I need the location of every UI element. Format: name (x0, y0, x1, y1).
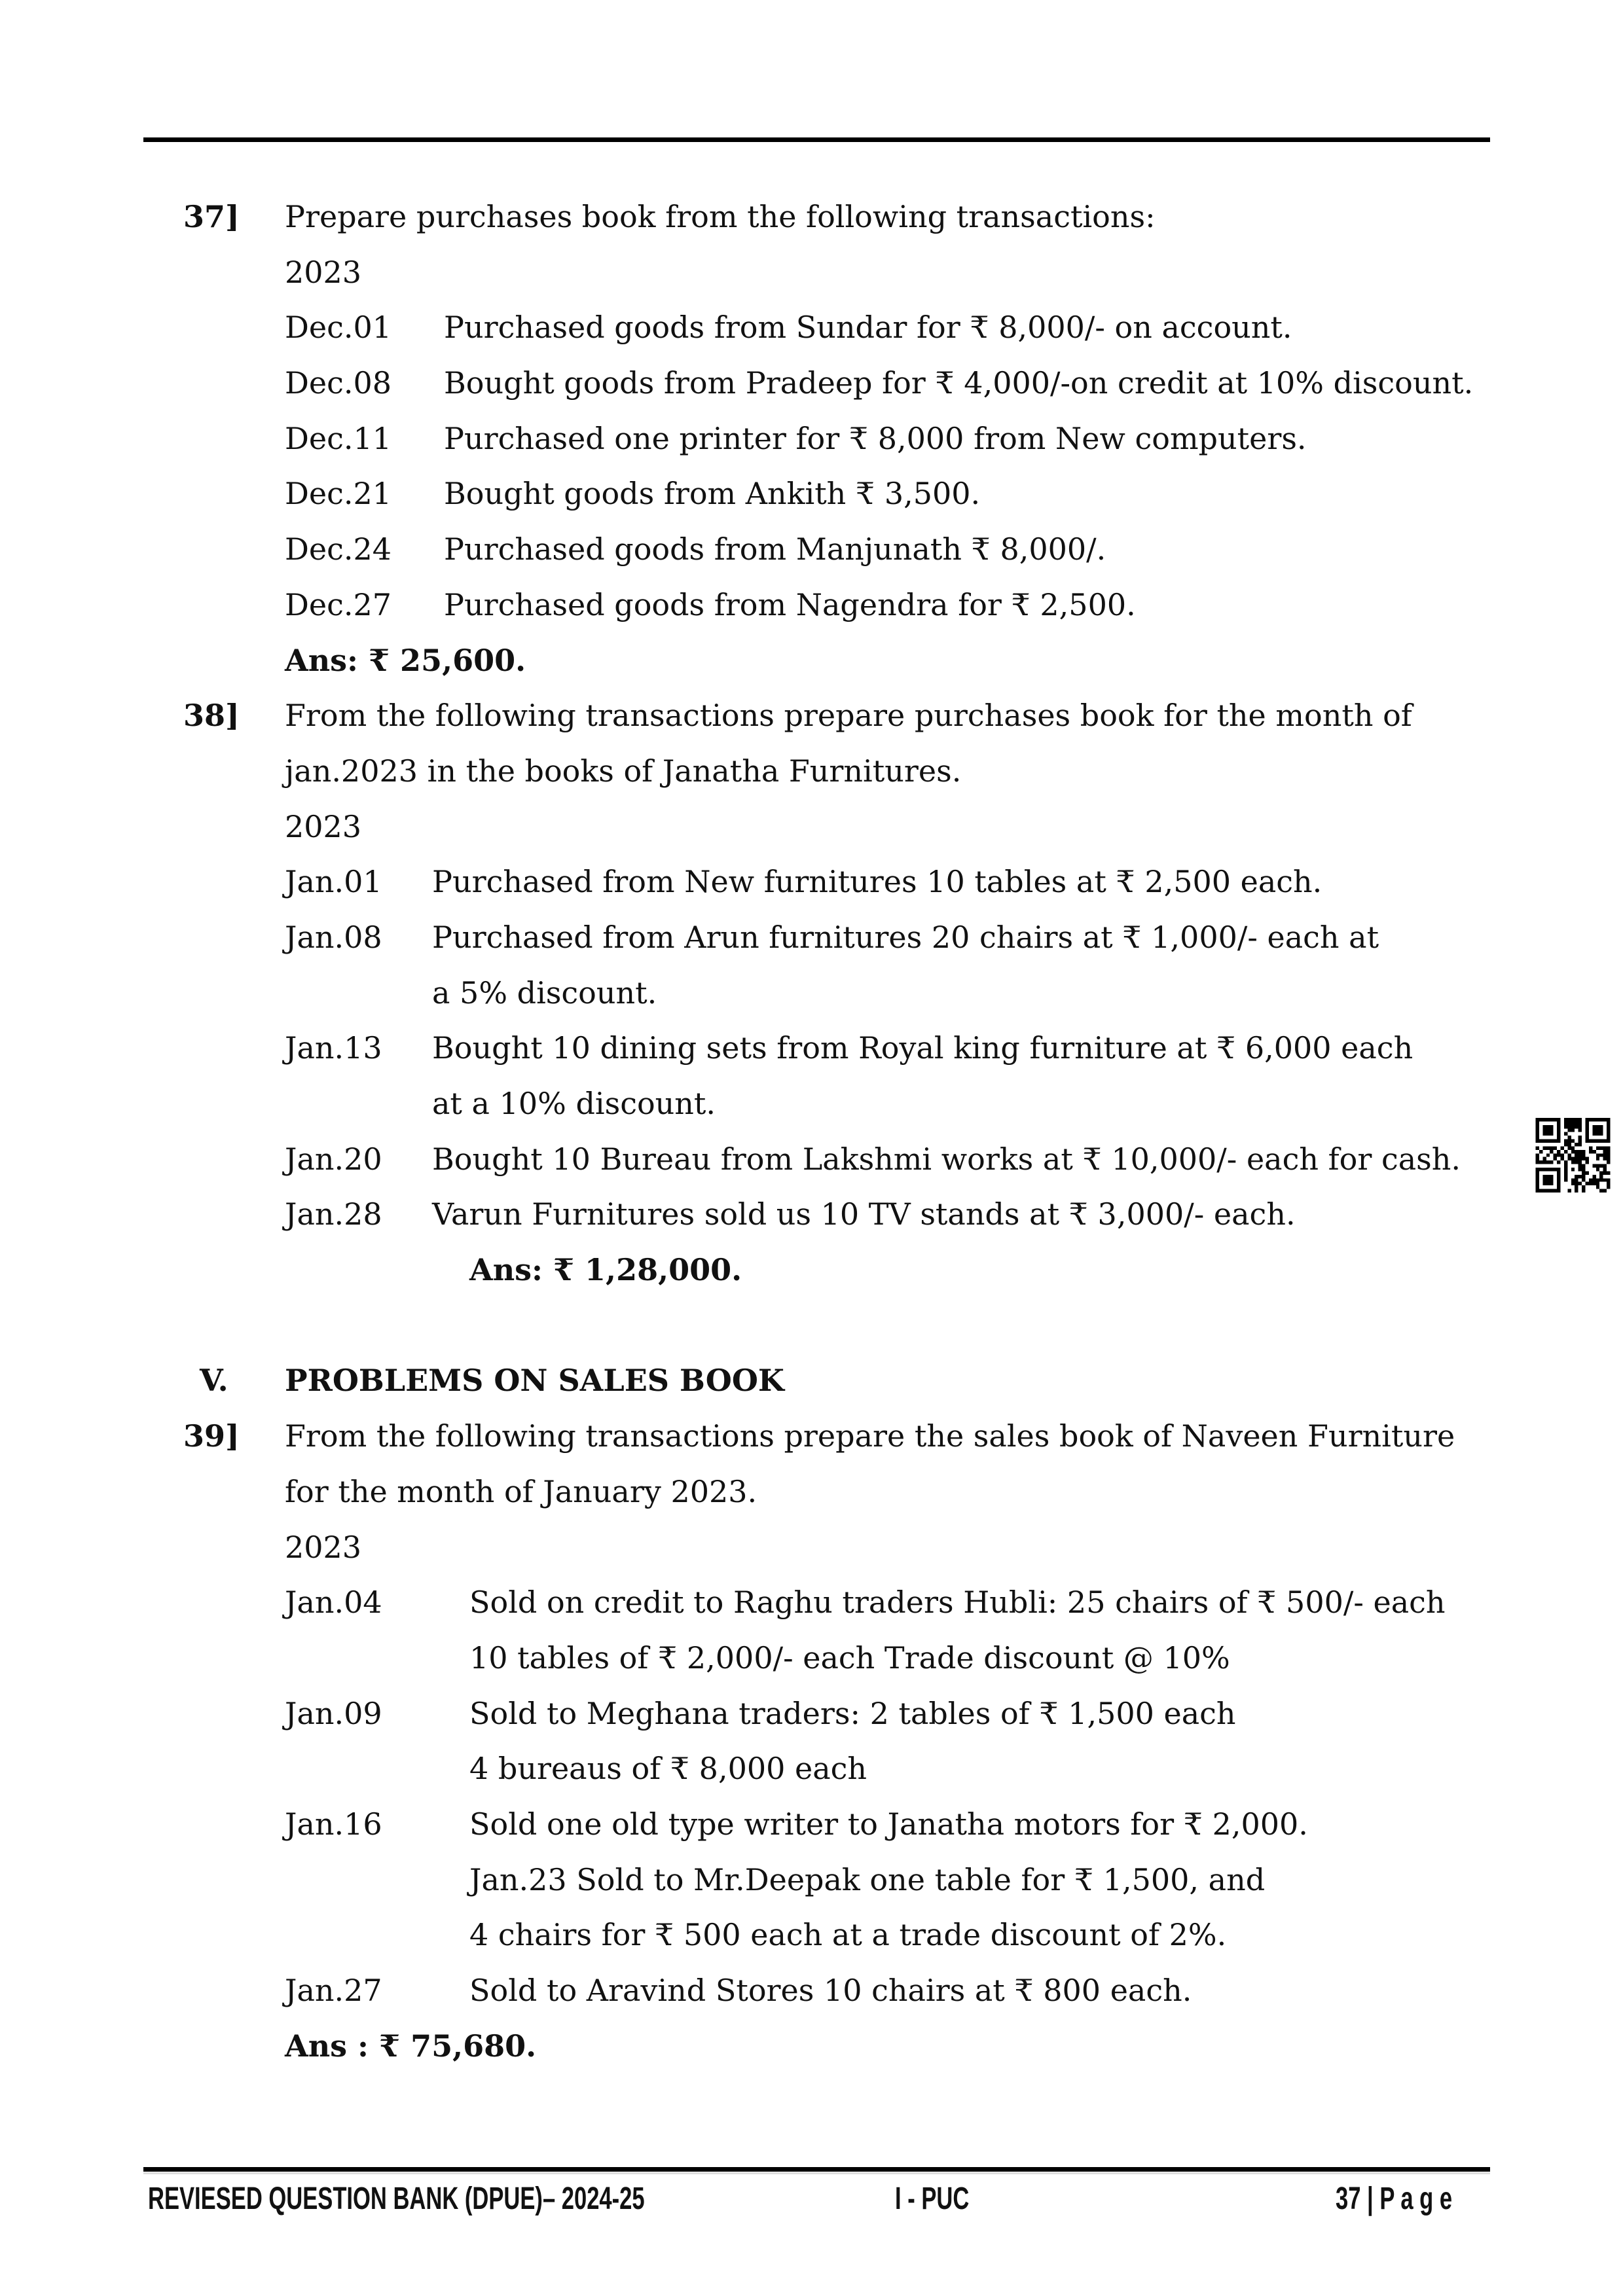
page-content (0, 189, 1623, 2073)
question-prompt: Prepare purchases book from the following transactions: (285, 199, 1156, 234)
footer-rule (143, 2167, 1490, 2172)
description: 4 chairs for ₹ 500 each at a trade discount of 2%. (469, 1917, 1227, 1953)
description: Sold to Aravind Stores 10 chairs at ₹ 800 each. (469, 1973, 1192, 2008)
transaction-row (0, 355, 1623, 411)
description: Purchased from New furnitures 10 tables at ₹ 2,500 each. (432, 864, 1322, 900)
transaction-row (0, 411, 1623, 467)
transaction-row (0, 910, 1623, 965)
question-prompt: From the following transactions prepare purchases book for the month of (285, 698, 1412, 734)
question-number: 38] (183, 698, 240, 734)
description: Purchased goods from Nagendra for ₹ 2,500. (444, 586, 1136, 622)
question-prompt-cont: jan.2023 in the books of Janatha Furnitures. (285, 753, 962, 789)
date: Dec.01 (285, 310, 392, 346)
section-title: PROBLEMS ON SALES BOOK (285, 1363, 784, 1399)
description: Purchased goods from Manjunath ₹ 8,000/. (444, 531, 1106, 567)
transaction-row (0, 1187, 1623, 1242)
transaction-row (0, 1797, 1623, 1852)
description: Sold one old type writer to Janatha motors for ₹ 2,000. (469, 1806, 1308, 1842)
date: Jan.01 (285, 864, 382, 900)
qr-code-icon (1535, 1118, 1611, 1193)
question-prompt: From the following transactions prepare the sales book of Naveen Furniture (285, 1418, 1455, 1454)
section-number: V. (200, 1363, 228, 1399)
transaction-row (0, 1132, 1623, 1187)
transaction-row (0, 1741, 1623, 1797)
description-cont: a 5% discount. (432, 975, 657, 1011)
transaction-row (0, 1852, 1623, 1908)
date: Dec.11 (285, 420, 392, 456)
description: Purchased goods from Sundar for ₹ 8,000/- on account. (444, 310, 1292, 346)
footer-class: I - PUC (895, 2181, 970, 2216)
date: Jan.28 (285, 1196, 382, 1232)
transaction-row (0, 466, 1623, 522)
description: Bought 10 Bureau from Lakshmi works at ₹ 10,000/- each for cash. (432, 1141, 1461, 1177)
q38-prompt-line (0, 688, 1623, 744)
transaction-row (0, 1575, 1623, 1630)
date: Jan.04 (285, 1585, 382, 1621)
date: Jan.20 (285, 1141, 382, 1177)
description: 4 bureaus of ₹ 8,000 each (469, 1751, 867, 1787)
date: Dec.21 (285, 476, 392, 512)
question-number: 39] (183, 1418, 240, 1454)
date: Jan.13 (285, 1030, 382, 1066)
transaction-row (0, 1020, 1623, 1076)
year: 2023 (285, 254, 362, 290)
section-heading (0, 1353, 1623, 1408)
answer: Ans: ₹ 25,600. (285, 642, 526, 678)
transaction-row (0, 854, 1623, 910)
answer: Ans : ₹ 75,680. (285, 2028, 537, 2064)
date: Jan.08 (285, 919, 382, 955)
transaction-row (0, 1963, 1623, 2018)
question-prompt-cont: for the month of January 2023. (285, 1473, 757, 1509)
date: Jan.27 (285, 1973, 382, 2008)
description: Purchased from Arun furnitures 20 chairs at ₹ 1,000/- each at (432, 919, 1379, 955)
transaction-row (0, 300, 1623, 355)
q37-prompt-line (0, 189, 1623, 245)
description: Bought 10 dining sets from Royal king furniture at ₹ 6,000 each (432, 1030, 1413, 1066)
footer-rule-shadow (143, 2172, 1490, 2174)
year: 2023 (285, 1529, 362, 1565)
description: 10 tables of ₹ 2,000/- each Trade discount @ 10% (469, 1640, 1230, 1676)
date: Dec.08 (285, 365, 392, 401)
answer: Ans: ₹ 1,28,000. (469, 1252, 742, 1288)
footer-page-number: 37 | P a g e (1336, 2181, 1453, 2216)
transaction-row (0, 1630, 1623, 1686)
question-number: 37] (183, 199, 240, 234)
description-cont: at a 10% discount. (432, 1086, 716, 1121)
description: Purchased one printer for ₹ 8,000 from New computers. (444, 420, 1307, 456)
footer-title: REVIESED QUESTION BANK (DPUE)– 2024-25 (148, 2181, 645, 2216)
description: Bought goods from Ankith ₹ 3,500. (444, 476, 981, 512)
description: Varun Furnitures sold us 10 TV stands at ₹ 3,000/- each. (432, 1196, 1296, 1232)
date: Dec.24 (285, 531, 392, 567)
description: Sold to Meghana traders: 2 tables of ₹ 1,500 each (469, 1695, 1236, 1731)
year: 2023 (285, 808, 362, 844)
transaction-row (0, 1907, 1623, 1963)
description: Jan.23 Sold to Mr.Deepak one table for ₹ 1,500, and (469, 1861, 1266, 1897)
q39-prompt-line (0, 1408, 1623, 1464)
description: Bought goods from Pradeep for ₹ 4,000/-on credit at 10% discount. (444, 365, 1474, 401)
description: Sold on credit to Raghu traders Hubli: 25 chairs of ₹ 500/- each (469, 1585, 1446, 1621)
date: Dec.27 (285, 586, 392, 622)
date: Jan.09 (285, 1695, 382, 1731)
transaction-row (0, 522, 1623, 577)
transaction-row (0, 1686, 1623, 1742)
transaction-row (0, 577, 1623, 633)
header-rule (143, 137, 1490, 142)
date: Jan.16 (285, 1806, 382, 1842)
